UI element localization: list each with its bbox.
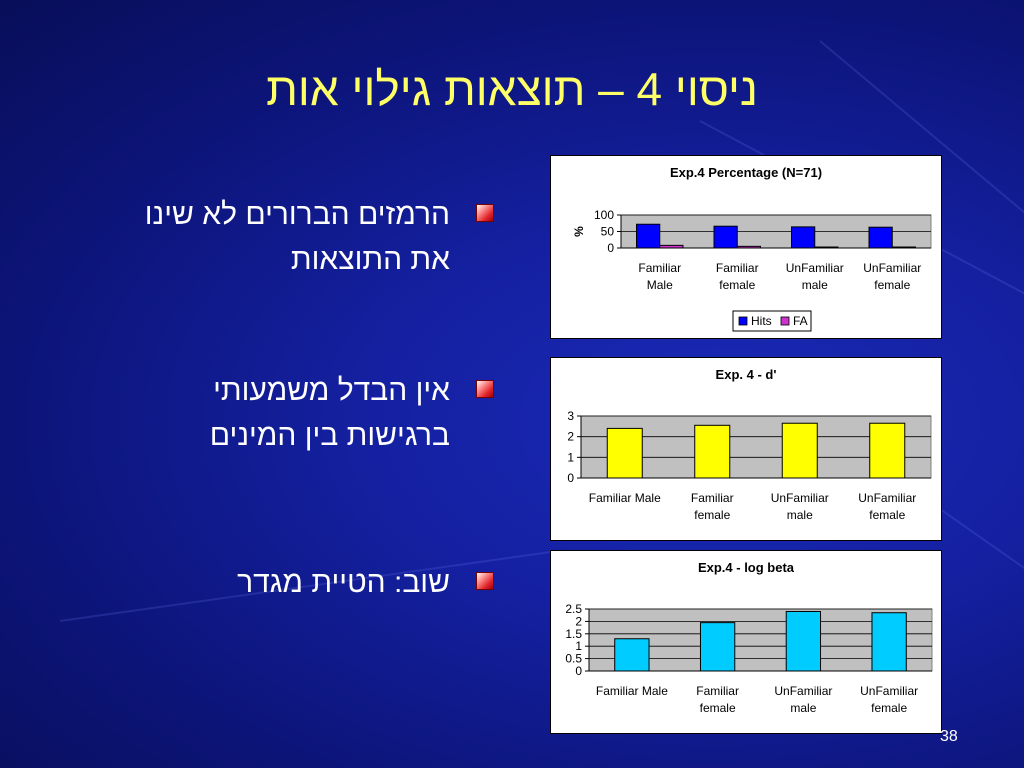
bar-percentage-fa-2 xyxy=(815,247,838,248)
y-tick-label: 0.5 xyxy=(565,651,582,666)
bullet-square-icon xyxy=(476,204,494,222)
y-tick-label: 2 xyxy=(567,429,574,444)
x-category-label: male xyxy=(790,701,817,715)
chart-dprime xyxy=(550,357,942,541)
x-category-label: female xyxy=(694,508,731,522)
chart-percentage-svg xyxy=(551,156,941,338)
chart-title: Exp.4 - log beta xyxy=(697,560,795,575)
bar-percentage-fa-0 xyxy=(660,245,683,248)
x-category-label: Familiar xyxy=(696,684,739,698)
bar-dprime-value-3 xyxy=(870,423,905,478)
bar-percentage-hits-2 xyxy=(792,227,815,248)
y-tick-label: 1 xyxy=(575,639,582,654)
x-category-label: Familiar Male xyxy=(588,491,661,505)
chart-title: Exp. 4 - d' xyxy=(715,367,777,382)
bullet-square-icon xyxy=(476,572,494,590)
x-category-label: UnFamiliar xyxy=(770,491,829,505)
slide-title: ניסוי 4 – תוצאות גילוי אות xyxy=(266,63,758,115)
y-tick-label: 1.5 xyxy=(565,626,582,641)
x-category-label: male xyxy=(801,278,828,292)
x-category-label: female xyxy=(699,701,736,715)
bullet-2-line-2: ברגישות בין המינים xyxy=(209,419,450,452)
x-category-label: UnFamiliar xyxy=(858,491,917,505)
bullet-3-line-1: שוב: הטיית מגדר xyxy=(237,566,450,599)
x-category-label: Familiar xyxy=(638,261,682,275)
x-category-label: UnFamiliar xyxy=(863,261,922,275)
x-category-label: Male xyxy=(646,278,673,292)
chart-logbeta xyxy=(550,550,942,734)
bar-logbeta-value-2 xyxy=(786,611,820,671)
chart-dprime-svg xyxy=(551,358,941,540)
y-tick-label: 0 xyxy=(575,664,582,678)
bullet-1 xyxy=(34,192,494,282)
bar-percentage-fa-1 xyxy=(737,246,760,248)
bar-logbeta-value-1 xyxy=(700,623,734,671)
y-tick-label: 0 xyxy=(607,241,614,255)
page-number: 38 xyxy=(940,728,958,745)
bar-dprime-value-0 xyxy=(607,428,642,478)
chart-logbeta-svg xyxy=(551,551,941,733)
bar-percentage-hits-1 xyxy=(714,226,737,248)
y-tick-label: 3 xyxy=(567,409,574,423)
legend-label: Hits xyxy=(751,314,772,328)
legend-swatch xyxy=(739,317,747,325)
bullet-1-line-2: את התוצאות xyxy=(290,243,450,276)
x-category-label: UnFamiliar xyxy=(774,684,833,698)
x-category-label: male xyxy=(786,508,813,522)
x-category-label: Familiar xyxy=(690,491,734,505)
chart-percentage xyxy=(550,155,942,339)
bar-percentage-hits-0 xyxy=(637,224,660,248)
legend-label: FA xyxy=(793,314,808,328)
x-category-label: UnFamiliar xyxy=(860,684,919,698)
bar-percentage-hits-3 xyxy=(869,227,892,248)
bar-dprime-value-1 xyxy=(695,425,730,478)
bullet-square-icon xyxy=(476,380,494,398)
y-tick-label: 0 xyxy=(567,471,574,485)
y-axis-label: % xyxy=(572,226,586,237)
x-category-label: female xyxy=(719,278,756,292)
y-tick-label: 1 xyxy=(567,450,574,465)
x-category-label: female xyxy=(869,508,906,522)
chart-title: Exp.4 Percentage (N=71) xyxy=(669,165,823,180)
x-category-label: female xyxy=(871,701,908,715)
bullet-2-line-1: אין הבדל משמעותי xyxy=(213,374,450,407)
bullet-3 xyxy=(34,560,494,605)
bar-logbeta-value-0 xyxy=(615,639,649,671)
y-tick-label: 2 xyxy=(575,614,582,629)
y-tick-label: 50 xyxy=(600,224,614,239)
x-category-label: UnFamiliar xyxy=(785,261,844,275)
chart-legend xyxy=(733,311,811,331)
y-tick-label: 100 xyxy=(593,208,614,222)
bar-dprime-value-2 xyxy=(782,423,817,478)
x-category-label: female xyxy=(874,278,911,292)
legend-swatch xyxy=(781,317,789,325)
x-category-label: Familiar xyxy=(715,261,759,275)
y-tick-label: 2.5 xyxy=(565,602,582,616)
bullet-2 xyxy=(34,368,494,458)
x-category-label: Familiar Male xyxy=(595,684,668,698)
bar-logbeta-value-3 xyxy=(872,613,906,671)
bar-percentage-fa-3 xyxy=(892,247,915,248)
bullet-1-line-1: הרמזים הברורים לא שינו xyxy=(144,198,450,231)
